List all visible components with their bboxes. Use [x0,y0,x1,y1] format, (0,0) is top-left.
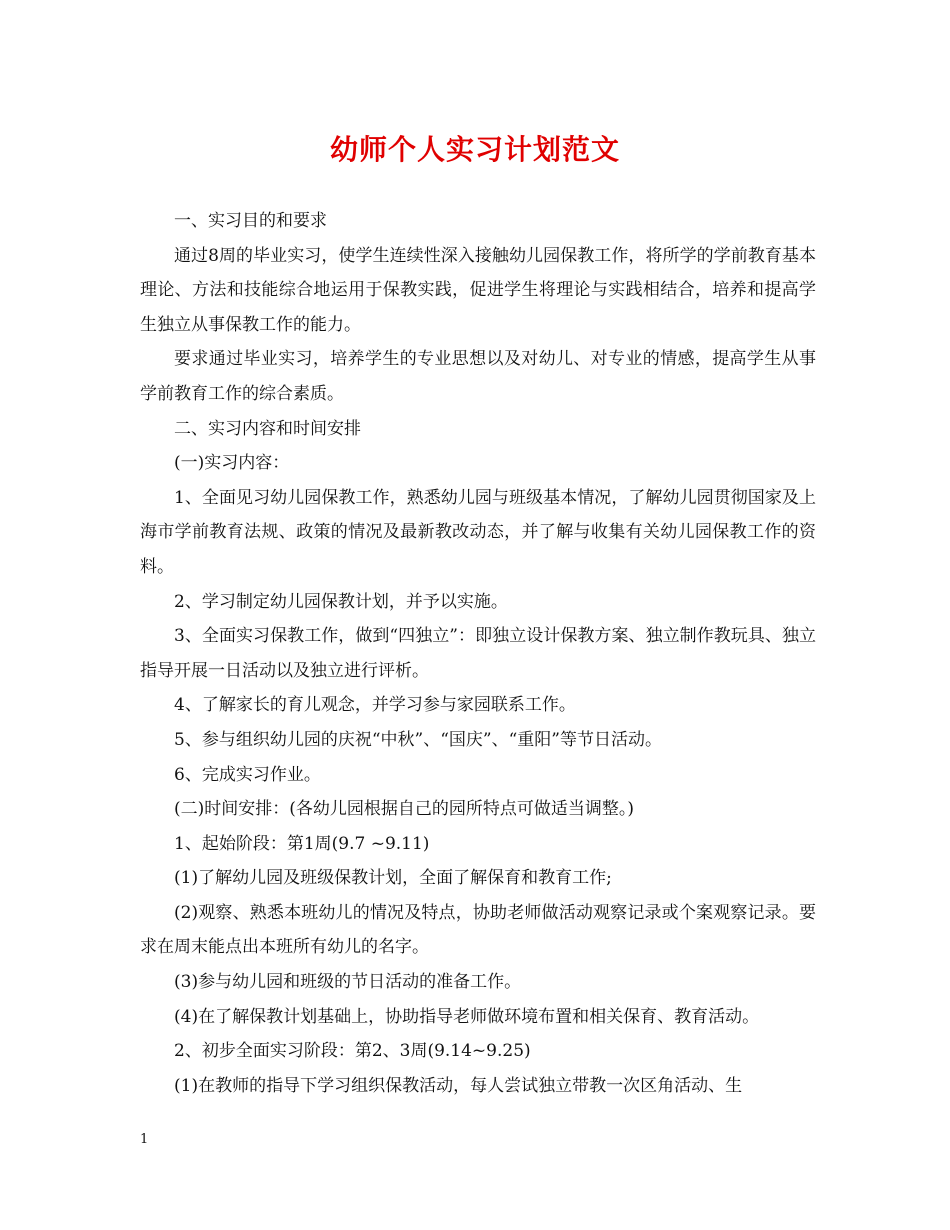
page-number: 1 [140,1132,149,1147]
stage-2-heading: 2、初步全面实习阶段：第2、3周(9.14~9.25) [174,1041,531,1062]
list-item-2: 2、学习制定幼儿园保教计划，并予以实施。 [174,591,508,612]
paragraph-requirements: 要求通过毕业实习，培养学生的专业思想以及对幼儿、对专业的情感，提高学生从事学前教育工作的综合素质。 [140,349,816,404]
list-item-3: 3、全面实习保教工作，做到“四独立”：即独立设计保教方案、独立制作教玩具、独立指导开展一日活动以及独立进行评析。 [140,626,816,681]
subheading-schedule: (二)时间安排：(各幼儿园根据自己的园所特点可做适当调整。) [174,799,635,820]
list-item-1: 1、全面见习幼儿园保教工作，熟悉幼儿园与班级基本情况，了解幼儿园贯彻国家及上海市学前教育法规、政策的情况及最新教改动态，并了解与收集有关幼儿园保教工作的资料。 [140,487,816,577]
list-item-5: 5、参与组织幼儿园的庆祝“中秋”、“国庆”、“重阳”等节日活动。 [174,729,662,750]
stage-1-item-3: (3)参与幼儿园和班级的节日活动的准备工作。 [174,972,522,993]
section-heading-1: 一、实习目的和要求 [174,211,327,231]
stage-1-heading: 1、起始阶段：第1周(9.7 ~9.11) [174,833,430,854]
document-title: 幼师个人实习计划范文 [329,133,620,166]
list-item-6: 6、完成实习作业。 [174,764,321,785]
stage-2-item-1: (1)在教师的指导下学习组织保教活动，每人尝试独立带教一次区角活动、生 [174,1075,743,1096]
document-body [140,204,816,1103]
section-heading-2: 二、实习内容和时间安排 [174,418,361,439]
paragraph-purpose: 通过8周的毕业实习，使学生连续性深入接触幼儿园保教工作，将所学的学前教育基本理论、方法和技能综合地运用于保教实践，促进学生将理论与实践相结合，培养和提高学生独立从事保教工作的能力。 [140,245,816,335]
stage-1-item-1: (1)了解幼儿园及班级保教计划，全面了解保育和教育工作; [174,868,612,889]
list-item-4: 4、了解家长的育儿观念，并学习参与家园联系工作。 [174,695,576,716]
subheading-content: (一)实习内容： [174,453,290,474]
stage-1-item-2: (2)观察、熟悉本班幼儿的情况及特点，协助老师做活动观察记录或个案观察记录。要求在周末能点出本班所有幼儿的名字。 [140,902,816,958]
stage-1-item-4: (4)在了解保教计划基础上，协助指导老师做环境布置和相关保育、教育活动。 [174,1006,760,1027]
